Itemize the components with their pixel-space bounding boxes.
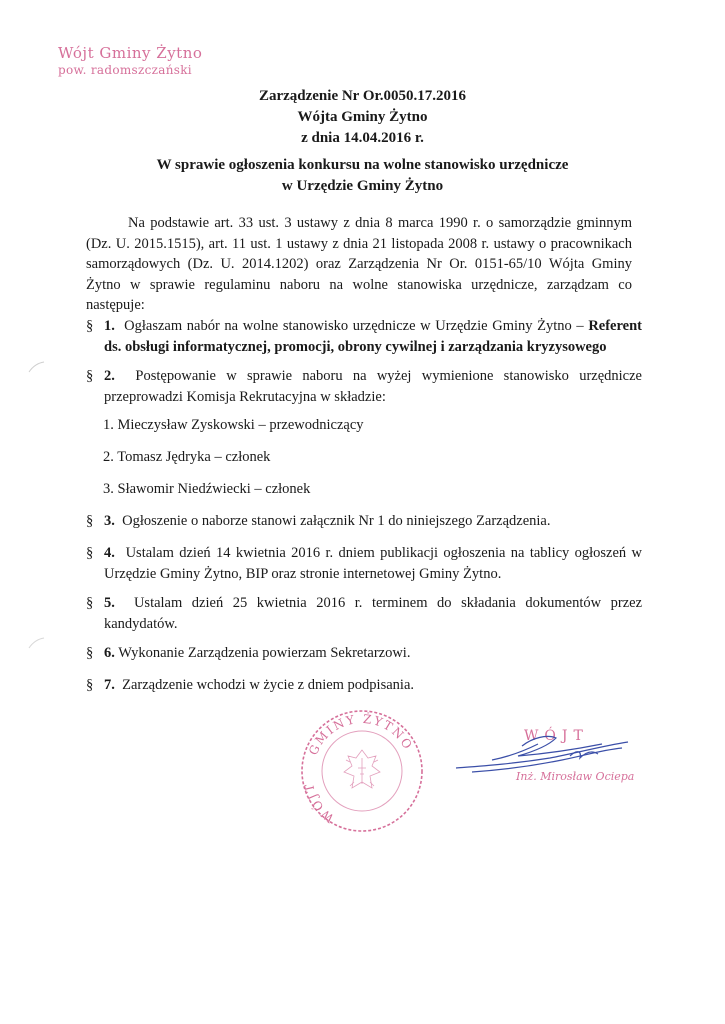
paragraph-1-position: Referent ds. obsługi informatycznej, promocji, obrony cywilnej i zarządzania kryzysowego <box>104 318 642 355</box>
committee-member: 1. Mieczysław Zyskowski – przewodniczący <box>103 417 364 433</box>
subject-line1: W sprawie ogłoszenia konkursu na wolne stanowisko urzędnicze <box>156 157 569 173</box>
section-sign: § <box>86 677 94 693</box>
section-sign: § <box>86 318 94 334</box>
paragraph-2-text: Postępowanie w sprawie naboru na wyżej wymienione stanowisko urzędnicze przeprowadzi Komisja Rekrutacyjna w składzie: <box>104 368 642 405</box>
paragraph-5 <box>86 593 642 634</box>
paragraph-6 <box>86 643 642 664</box>
paragraph-3-text: Ogłoszenie o naborze stanowi załącznik Nr 1 do niniejszego Zarządzenia. <box>122 513 551 529</box>
committee-member: 3. Sławomir Niedźwiecki – członek <box>103 481 311 497</box>
section-sign: § <box>86 368 94 384</box>
ordinance-issuer: Wójta Gminy Żytno <box>297 109 428 125</box>
office-stamp-header <box>58 44 202 77</box>
legal-basis <box>86 213 632 316</box>
paragraph-4-text: Ustalam dzień 14 kwietnia 2016 r. dniem publikacji ogłoszenia na tablicy ogłoszeń w Urzędzie Gminy Żytno, BIP oraz stronie internetowej Gminy Żytno. <box>104 545 642 582</box>
section-sign: § <box>86 595 94 611</box>
subject-line2: w Urzędzie Gminy Żytno <box>281 178 444 194</box>
committee-member: 2. Tomasz Jędryka – członek <box>103 449 271 465</box>
paragraph-1-number: 1. <box>104 318 115 334</box>
stamp-header-line2: pow. radomszczański <box>58 63 192 77</box>
ordinance-subject <box>0 155 725 197</box>
paragraph-2 <box>86 366 642 407</box>
signature-name: Inż. Mirosław Ociepa <box>516 770 635 783</box>
paragraph-6-number: 6. <box>104 645 115 661</box>
paragraph-3 <box>86 511 642 532</box>
official-seal <box>298 708 426 834</box>
paragraph-7 <box>86 675 642 696</box>
paragraph-2-number: 2. <box>104 368 115 384</box>
paragraph-5-number: 5. <box>104 595 115 611</box>
seal-text: GMINY ŻYTNO <box>306 711 416 758</box>
section-sign: § <box>86 513 94 529</box>
paragraph-4-number: 4. <box>104 545 115 561</box>
paragraph-7-number: 7. <box>104 677 115 693</box>
signature-stamp <box>452 720 642 805</box>
paragraph-4 <box>86 543 642 584</box>
paragraph-1-text: Ogłaszam nabór na wolne stanowisko urzędnicze w Urzędzie Gminy Żytno – <box>124 318 589 334</box>
paragraph-7-text: Zarządzenie wchodzi w życie z dniem podpisania. <box>122 677 415 693</box>
scan-margin-mark <box>28 360 46 374</box>
signature-title: WÓJT <box>524 728 589 744</box>
seal-side-text: WÓJT <box>301 780 337 826</box>
paragraph-5-text: Ustalam dzień 25 kwietnia 2016 r. terminem do składania dokumentów przez kandydatów. <box>104 595 643 632</box>
stamp-header-line1: Wójt Gminy Żytno <box>58 44 203 62</box>
ordinance-date: z dnia 14.04.2016 r. <box>301 130 424 146</box>
paragraph-6-text: Wykonanie Zarządzenia powierzam Sekretarzowi. <box>118 645 411 661</box>
legal-basis-text: Na podstawie art. 33 ust. 3 ustawy z dnia 8 marca 1990 r. o samorządzie gminnym (Dz. U. 2015.1515), art. 11 ust. 1 ustawy z dnia 21 listopada 2008 r. ustawy o pracownikach samorządowych (Dz. U. 2014.1202) oraz Zarządzenia Nr Or. 0151-65/10 Wójta Gminy Żytno w sprawie regulaminu naboru na wolne stanowiska urzędnicze, zarządzam co następuje: <box>86 215 632 313</box>
section-sign: § <box>86 645 94 661</box>
paragraph-1 <box>86 316 642 357</box>
eagle-emblem-icon <box>344 750 380 788</box>
ordinance-header <box>0 86 725 149</box>
section-sign: § <box>86 545 94 561</box>
scan-margin-mark <box>28 636 46 650</box>
ordinance-number: Zarządzenie Nr Or.0050.17.2016 <box>258 88 467 104</box>
paragraph-3-number: 3. <box>104 513 115 529</box>
